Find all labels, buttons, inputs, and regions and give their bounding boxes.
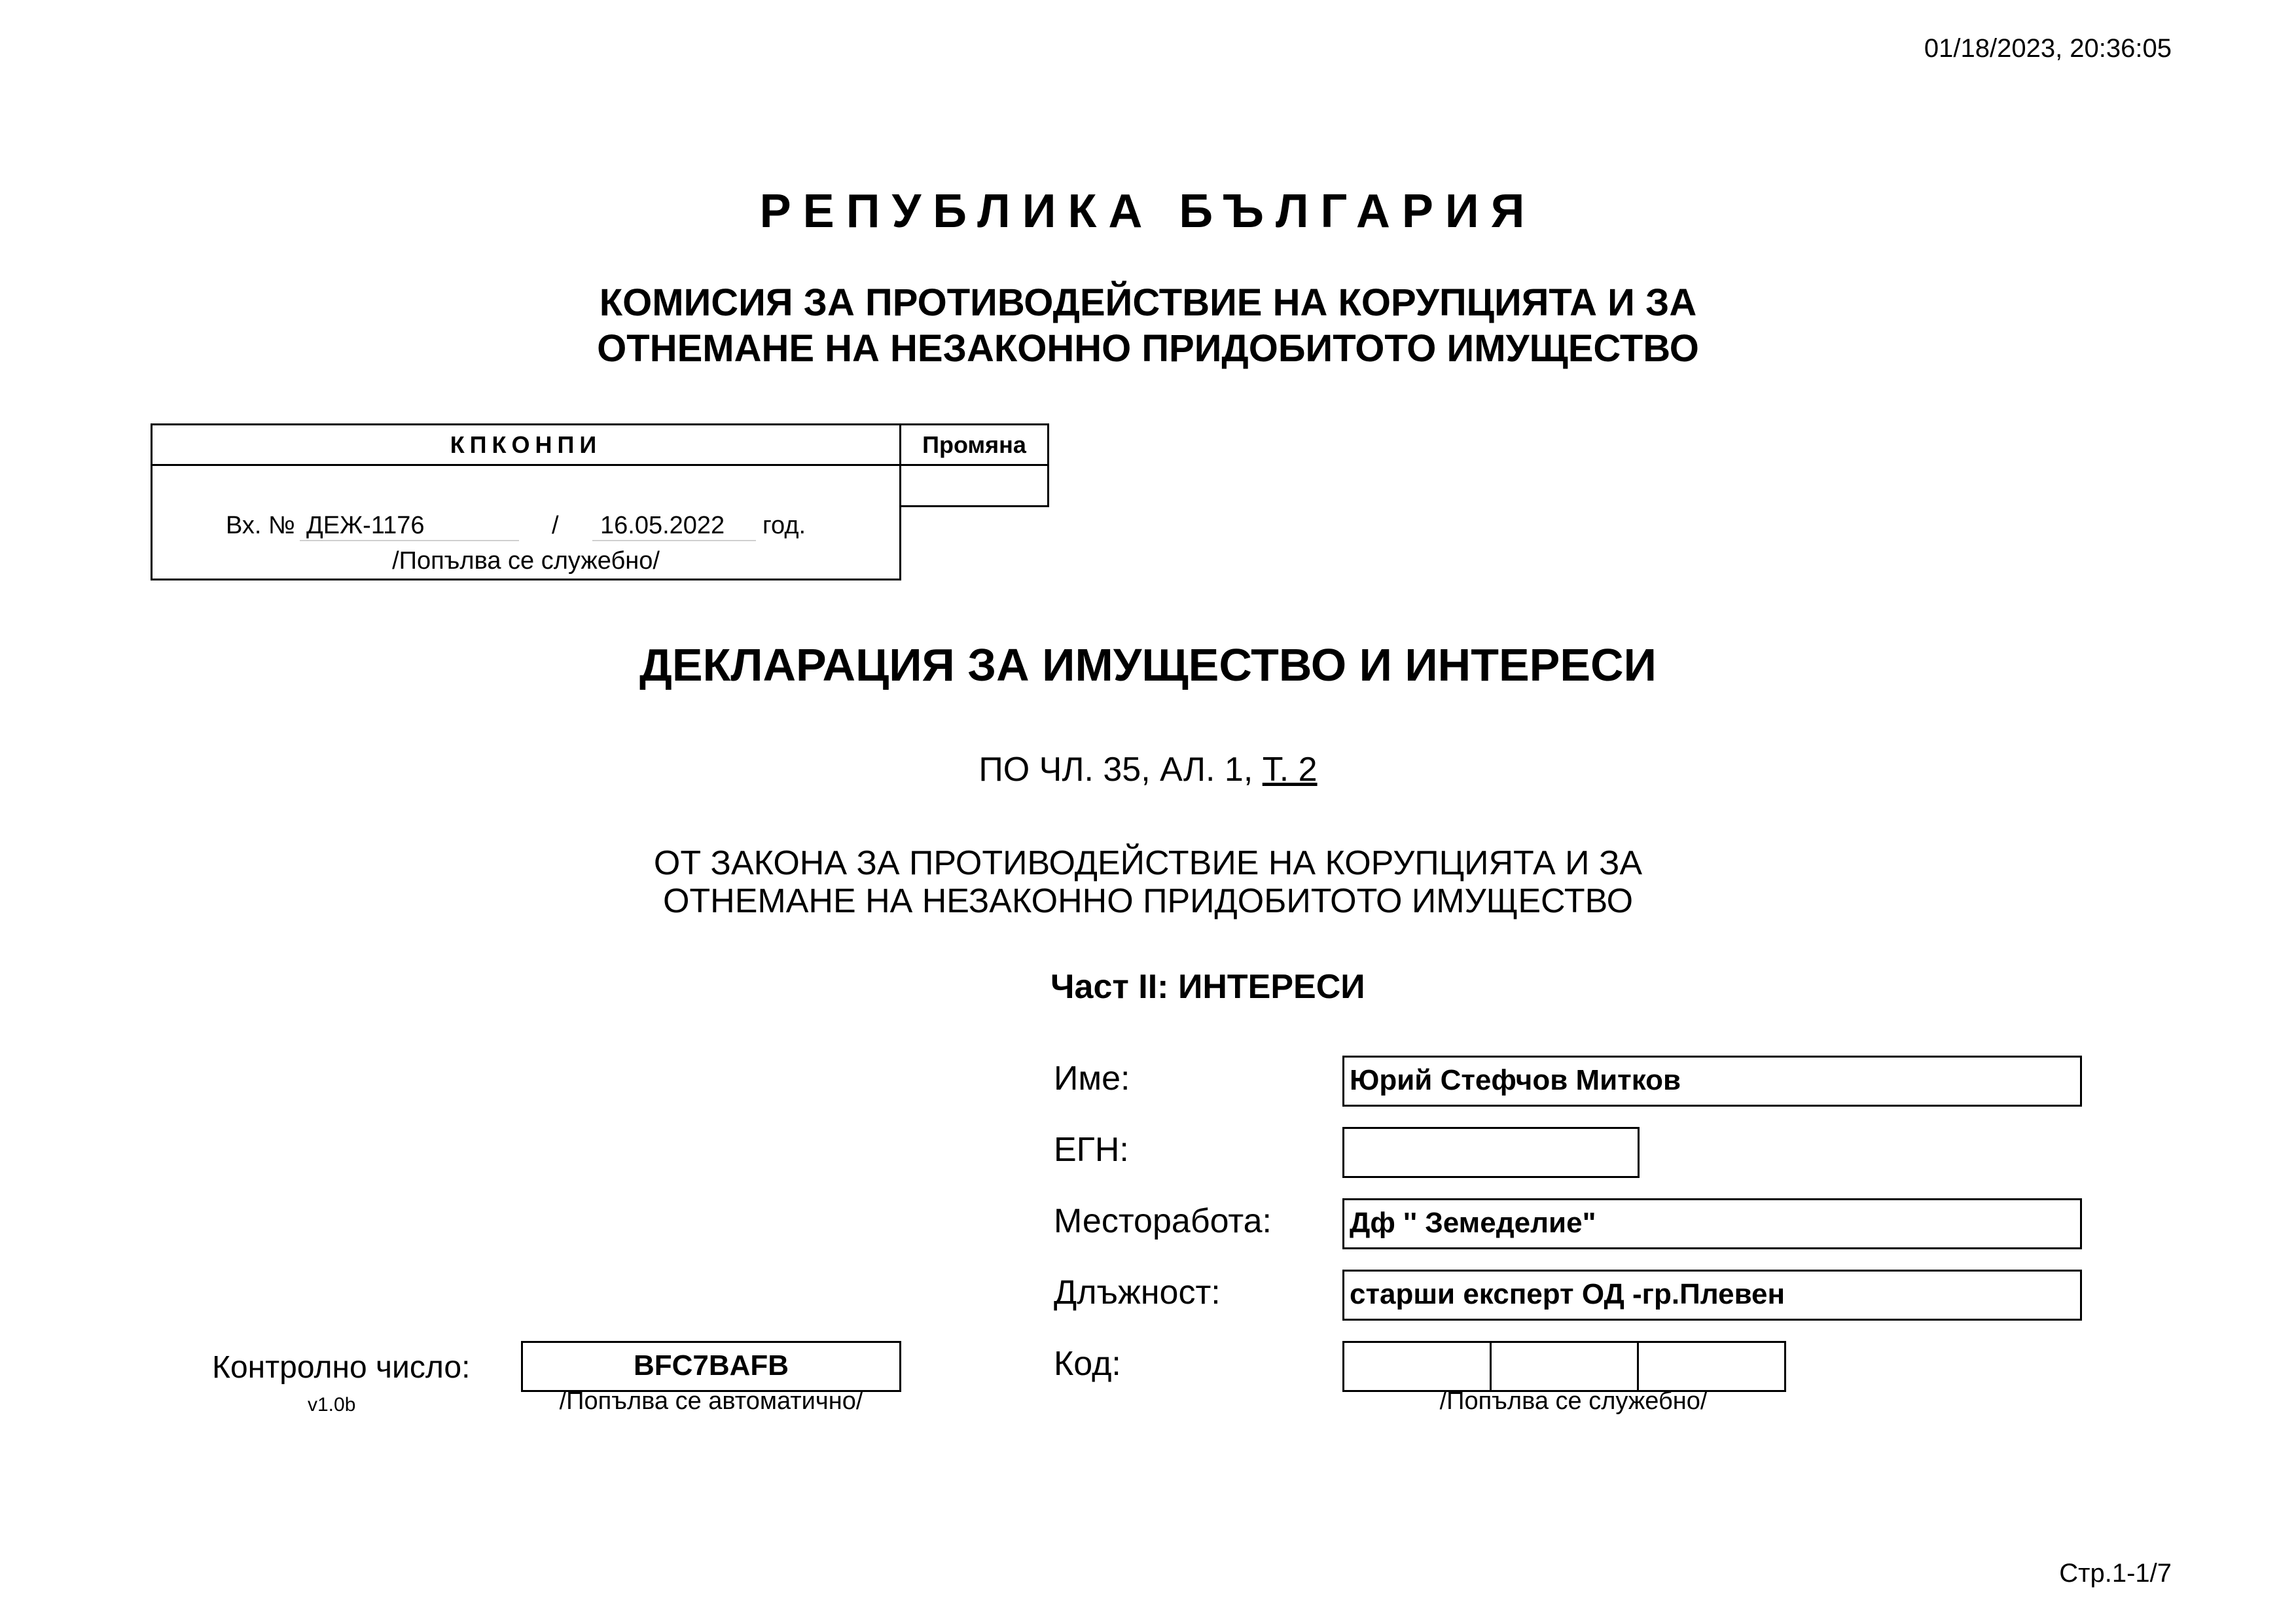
change-header: Промяна (901, 425, 1047, 466)
declaration-title: ДЕКЛАРАЦИЯ ЗА ИМУЩЕСТВО И ИНТЕРЕСИ (639, 639, 1657, 690)
registry-number: ДЕЖ-1176 (300, 512, 519, 541)
commission-line-2: ОТНЕМАНЕ НА НЕЗАКОННО ПРИДОБИТОТО ИМУЩЕСТВО (597, 327, 1699, 370)
registry-header: КПКОНПИ (152, 425, 899, 466)
egn-field (1342, 1127, 1640, 1178)
commission-line-1: КОМИСИЯ ЗА ПРОТИВОДЕЙСТВИЕ НА КОРУПЦИЯТА И ЗА (599, 281, 1697, 324)
position-label: Длъжност: (1054, 1274, 1221, 1311)
code-note: /Попълва се служебно/ (1439, 1387, 1708, 1415)
control-note: /Попълва се автоматично/ (559, 1387, 863, 1415)
registry-in-label: Вх. № (226, 512, 295, 539)
article-prefix: ПО ЧЛ. 35, АЛ. 1, (978, 751, 1263, 789)
code-cell (1637, 1341, 1786, 1392)
declaration-article (0, 750, 2296, 789)
version-label: v1.0b (308, 1394, 356, 1416)
control-number-field: BFC7BAFB (521, 1341, 901, 1392)
law-line-1: ОТ ЗАКОНА ЗА ПРОТИВОДЕЙСТВИЕ НА КОРУПЦИЯТА И ЗА (653, 844, 1643, 882)
code-label: Код: (1054, 1345, 1121, 1383)
name-label: Име: (1054, 1060, 1130, 1097)
workplace-label: Месторабота: (1054, 1202, 1272, 1240)
code-cell (1490, 1341, 1639, 1392)
change-box (899, 423, 1049, 507)
law-line-2: ОТНЕМАНЕ НА НЕЗАКОННО ПРИДОБИТОТО ИМУЩЕСТВО (662, 882, 1634, 920)
position-field: старши експерт ОД -гр.Плевен (1342, 1270, 2082, 1321)
commission-heading (0, 280, 2296, 372)
registry-note: /Попълва се служебно/ (392, 547, 660, 575)
declaration-law (0, 844, 2296, 920)
name-field: Юрий Стефчов Митков (1342, 1056, 2082, 1107)
workplace-field: Дф '' Земеделие" (1342, 1198, 2082, 1249)
article-point: Т. 2 (1262, 751, 1318, 789)
registry-box (151, 423, 901, 580)
control-number-label: Контролно число: (212, 1350, 471, 1385)
registry-slash: / (552, 512, 559, 539)
republic-heading: РЕПУБЛИКА БЪЛГАРИЯ (759, 185, 1537, 238)
page-number: Стр.1-1/7 (2059, 1559, 2172, 1588)
registry-year-suffix: год. (762, 512, 806, 539)
egn-label: ЕГН: (1054, 1131, 1129, 1169)
print-timestamp: 01/18/2023, 20:36:05 (1924, 34, 2172, 63)
part-heading: Част II: ИНТЕРЕСИ (1050, 968, 1365, 1006)
registry-date: 16.05.2022 (592, 512, 756, 541)
code-cell (1342, 1341, 1492, 1392)
